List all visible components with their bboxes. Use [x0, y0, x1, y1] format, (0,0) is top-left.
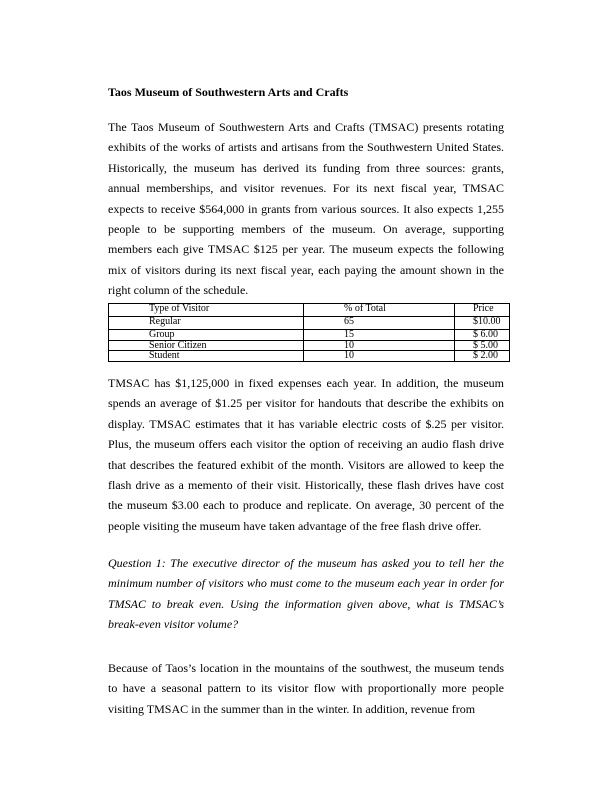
seasonal-paragraph: Because of Taos’s location in the mountains of the southwest, the museum tends to have a seasonal pattern to its visitor flow with proportionally more people visiting TMSAC in the summer than in the winter. In addition, revenue from	[108, 661, 504, 716]
table-row	[109, 340, 510, 351]
table-header-row	[109, 304, 510, 317]
table-cell: Regular	[109, 317, 304, 330]
intro-paragraph: The Taos Museum of Southwestern Arts and Crafts (TMSAC) presents rotating exhibits of the works of artists and artisans from the Southwestern United States. Historically, the museum has derived its funding from three sources: grants, annual memberships, and visitor revenues. For its next fiscal year, TMSAC expects to receive $564,000 in grants from various sources. It also expects 1,255 people to be supporting members of the museum. On average, supporting members each give TMSAC $125 per year. The museum expects the following mix of visitors during its next fiscal year, each paying the amount shown in the right column of the schedule.	[108, 120, 504, 298]
header-cell: % of Total	[304, 304, 455, 317]
visitor-schedule-table	[108, 303, 510, 362]
costs-paragraph: TMSAC has $1,125,000 in fixed expenses each year. In addition, the museum spends an average of $1.25 per visitor for handouts that describe the exhibits on display. TMSAC estimates that it has variable electric costs of $.25 per visitor. Plus, the museum offers each visitor the option of receiving an audio flash drive that describes the featured exhibit of the month. Visitors are allowed to keep the flash drive as a memento of their visit. Historically, these flash drives have cost the museum $3.00 each to produce and replicate. On average, 30 percent of the people visiting the museum have taken advantage of the free flash drive offer.	[108, 376, 504, 533]
table-cell: 10	[304, 340, 455, 351]
table-row	[109, 317, 510, 330]
document-title: Taos Museum of Southwestern Arts and Crafts	[108, 85, 349, 99]
table-cell: $ 6.00	[455, 330, 510, 341]
table-cell: $ 5.00	[455, 340, 510, 351]
table-cell: Senior Citizen	[109, 340, 304, 351]
table-cell: Student	[109, 351, 304, 362]
table-row	[109, 351, 510, 362]
table-cell: Group	[109, 330, 304, 341]
header-cell: Type of Visitor	[109, 304, 304, 317]
table-cell: $10.00	[455, 317, 510, 330]
header-cell: Price	[455, 304, 510, 317]
table-row	[109, 330, 510, 341]
table-cell: 65	[304, 317, 455, 330]
question-1: Question 1: The executive director of the museum has asked you to tell her the minimum number of visitors who must come to the museum each year in order for TMSAC to break even. Using the information given above, what is TMSAC’s break-even visitor volume?	[108, 556, 504, 632]
table-cell: 10	[304, 351, 455, 362]
table-cell: 15	[304, 330, 455, 341]
table-cell: $ 2.00	[455, 351, 510, 362]
